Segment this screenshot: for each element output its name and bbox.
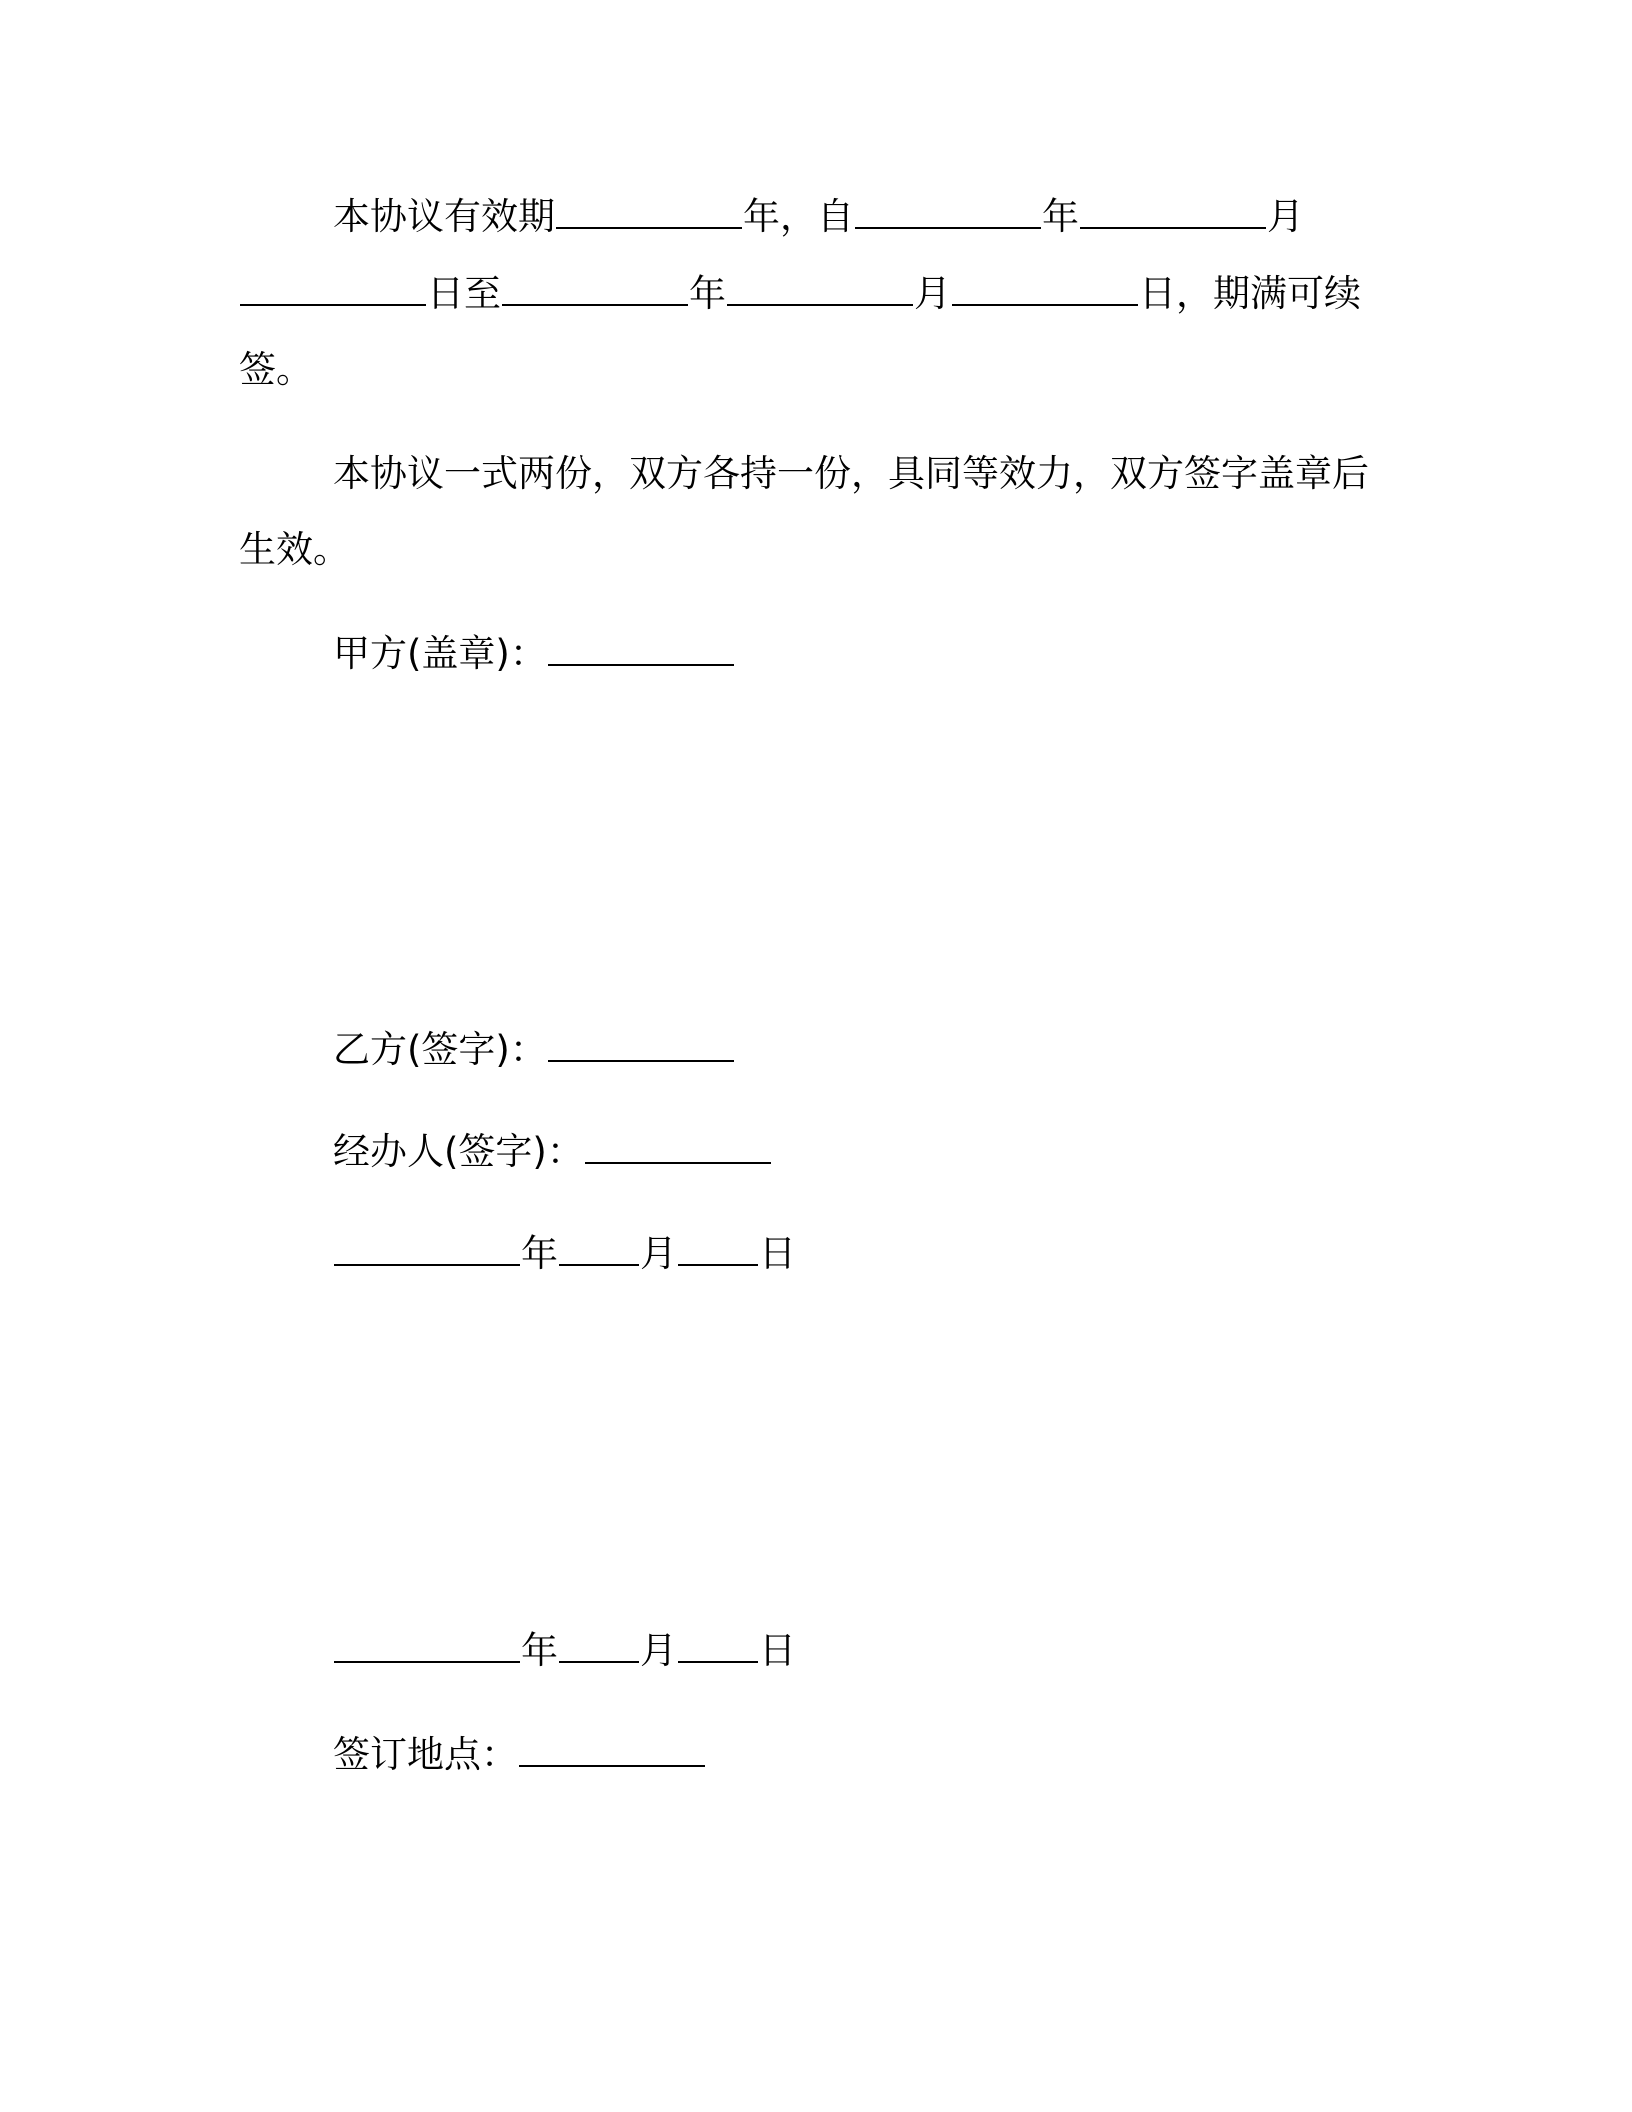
validity-text: 年，自 [743,195,854,238]
end-day-blank[interactable] [952,270,1138,306]
copies-line-1 [333,450,1369,498]
copies-line-2 [239,526,350,574]
date1-month-label: 月 [640,1232,677,1275]
end-year-blank[interactable] [502,270,688,306]
party-a-label: 甲方(盖章)： [333,632,547,675]
validity-line-2 [239,270,1361,318]
party-a-seal-blank[interactable] [548,630,734,666]
date1-year-label: 年 [521,1232,558,1275]
place-line [333,1731,706,1779]
validity-text: 签。 [239,348,313,391]
end-month-blank[interactable] [727,270,913,306]
validity-text: 年 [689,272,726,315]
party-b-line [333,1026,735,1074]
start-year-blank[interactable] [855,193,1041,229]
party-b-label: 乙方(签字)： [333,1028,547,1071]
start-month-blank[interactable] [1080,193,1266,229]
validity-years-blank[interactable] [556,193,742,229]
date2-year-blank[interactable] [334,1627,520,1663]
date2-day-blank[interactable] [678,1627,758,1663]
handler-signature-blank[interactable] [585,1128,771,1164]
start-day-blank[interactable] [240,270,426,306]
handler-line [333,1128,772,1176]
party-a-line [333,630,735,678]
validity-text: 日至 [427,272,501,315]
validity-line-1 [333,193,1304,241]
date1-day-label: 日 [759,1232,796,1275]
validity-line-3 [239,346,313,394]
handler-label: 经办人(签字)： [333,1130,584,1173]
date2-year-label: 年 [521,1629,558,1672]
place-blank[interactable] [519,1731,705,1767]
date2-month-blank[interactable] [559,1627,639,1663]
date1-year-blank[interactable] [334,1230,520,1266]
date-line-2 [333,1627,796,1675]
validity-text: 月 [1267,195,1304,238]
place-label: 签订地点： [333,1733,518,1776]
date2-month-label: 月 [640,1629,677,1672]
validity-text: 本协议有效期 [333,195,555,238]
date-line-1 [333,1230,796,1278]
validity-text: 月 [914,272,951,315]
date1-day-blank[interactable] [678,1230,758,1266]
copies-text: 生效。 [239,528,350,571]
date2-day-label: 日 [759,1629,796,1672]
date1-month-blank[interactable] [559,1230,639,1266]
validity-text: 年 [1042,195,1079,238]
party-b-signature-blank[interactable] [548,1026,734,1062]
copies-text: 本协议一式两份，双方各持一份，具同等效力，双方签字盖章后 [333,452,1369,495]
validity-text: 日，期满可续 [1139,272,1361,315]
